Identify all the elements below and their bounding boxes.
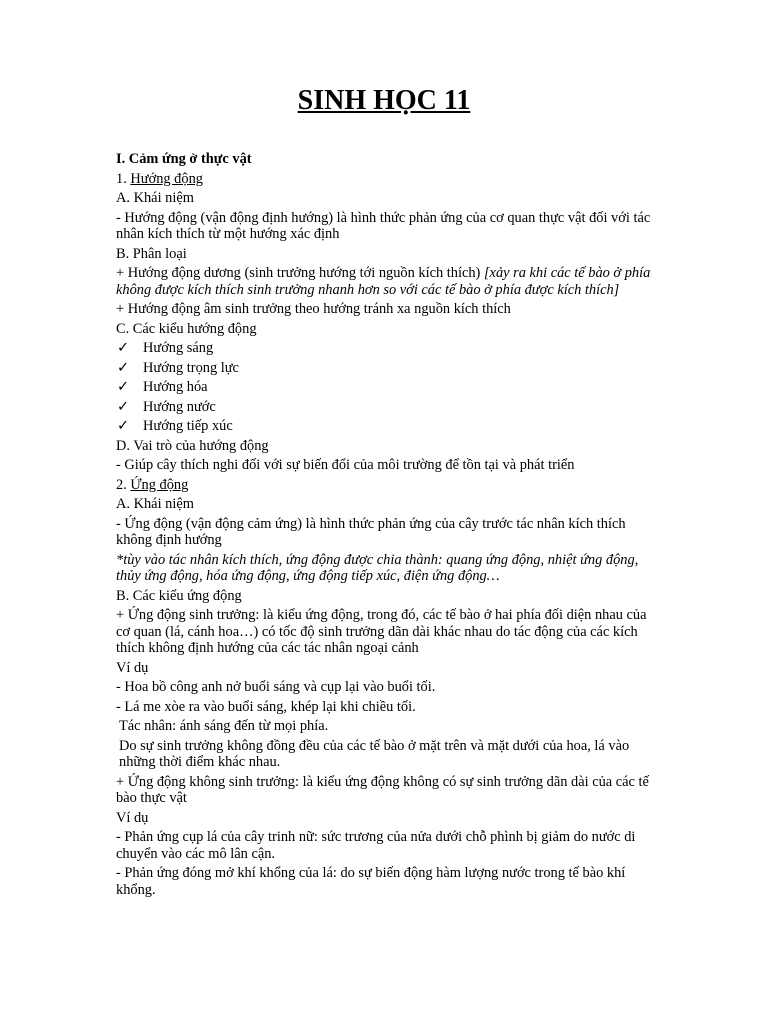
checklist-label: Hướng tiếp xúc [143, 418, 233, 434]
section-heading: I. Cảm ứng ở thực vật [116, 151, 252, 167]
part-heading: B. Các kiểu ứng động [116, 587, 242, 604]
checklist-label: Hướng nước [143, 398, 216, 415]
paragraph-text: + Hướng động dương (sinh trưởng hướng tới nguồn kích thích) [116, 265, 484, 281]
example-item: Tác nhân: ánh sáng đến từ mọi phía. [119, 718, 329, 734]
document-body [116, 151, 656, 901]
example-item: Do sự sinh trưởng không đồng đều của các tế bào ở mặt trên và mặt dưới của hoa, lá vào những thời điểm khác nhau. [119, 737, 630, 770]
subsection-title: Hướng động [130, 170, 203, 187]
paragraph: + Ứng động không sinh trưởng: là kiểu ứng động không có sự sinh trưởng dãn dài của các tế bào thực vật [116, 773, 649, 806]
italic-note: [xảy ra khi các tế bào ở phía không được kích thích sinh trưởng nhanh hơn so với các tế bào ở phía được kích thích] [116, 265, 651, 298]
check-icon: ✓ [117, 398, 130, 415]
checklist-item [116, 418, 656, 435]
paragraph [116, 265, 656, 298]
paragraph: - Ứng động (vận động cảm ứng) là hình thức phản ứng của cây trước tác nhân kích thích không định hướng [116, 515, 626, 548]
paragraph: + Hướng động âm sinh trưởng theo hướng tránh xa nguồn kích thích [116, 301, 511, 317]
checklist-label: Hướng hóa [143, 379, 208, 395]
example-heading: Ví dụ [116, 659, 149, 676]
check-icon: ✓ [117, 379, 130, 395]
checklist-label: Hướng sáng [143, 340, 214, 356]
checklist-item [116, 399, 656, 416]
checklist-item [116, 360, 656, 377]
part-heading: B. Phân loại [116, 245, 187, 262]
check-icon: ✓ [117, 359, 130, 376]
paragraph: + Ứng động sinh trưởng: là kiểu ứng động, trong đó, các tế bào ở hai phía đối diện nhau của cơ quan (lá, cánh hoa…) có tốc độ sinh trưởng dãn dài khác nhau do tác động của các kích thích không định hướng của các tác nhân ngoại cảnh [116, 607, 647, 656]
part-heading: C. Các kiểu hướng động [116, 320, 257, 337]
subsection-heading [116, 477, 656, 494]
checklist-label: Hướng trọng lực [143, 359, 239, 376]
subsection-title: Ứng động [130, 476, 189, 493]
example-heading: Ví dụ [116, 809, 149, 826]
subsection-number: 2. [116, 476, 131, 493]
example-item: - Hoa bồ công anh nở buổi sáng và cụp lại vào buổi tối. [116, 679, 436, 695]
check-icon: ✓ [117, 418, 130, 434]
part-heading: A. Khái niệm [116, 190, 194, 206]
paragraph: - Hướng động (vận động định hướng) là hình thức phản ứng của cơ quan thực vật đối với tác nhân kích thích từ một hướng xác định [116, 209, 651, 242]
italic-note: *tùy vào tác nhân kích thích, ứng động được chia thành: quang ứng động, nhiệt ứng động, thủy ứng động, hóa ứng động, ứng động tiếp xúc, điện ứng động… [116, 551, 639, 584]
example-item: - Phản ứng đóng mở khí khổng của lá: do sự biến động hàm lượng nước trong tế bào khí khổng. [116, 865, 626, 898]
subsection-number: 1. [116, 170, 131, 187]
checklist-item [116, 340, 656, 357]
subsection-heading [116, 171, 656, 188]
checklist-item [116, 379, 656, 396]
check-icon: ✓ [117, 340, 130, 356]
page-title: SINH HỌC 11 [297, 85, 471, 116]
example-item: - Lá me xòe ra vào buổi sáng, khép lại khi chiều tối. [116, 698, 416, 715]
example-item: - Phản ứng cụp lá của cây trinh nữ: sức trương của nửa dưới chỗ phình bị giảm do nước di chuyển vào các mô lân cận. [116, 829, 636, 862]
part-heading: A. Khái niệm [116, 496, 194, 512]
paragraph: - Giúp cây thích nghi đối với sự biến đổi của môi trường để tồn tại và phát triển [116, 457, 575, 473]
part-heading: D. Vai trò của hướng động [116, 437, 269, 454]
